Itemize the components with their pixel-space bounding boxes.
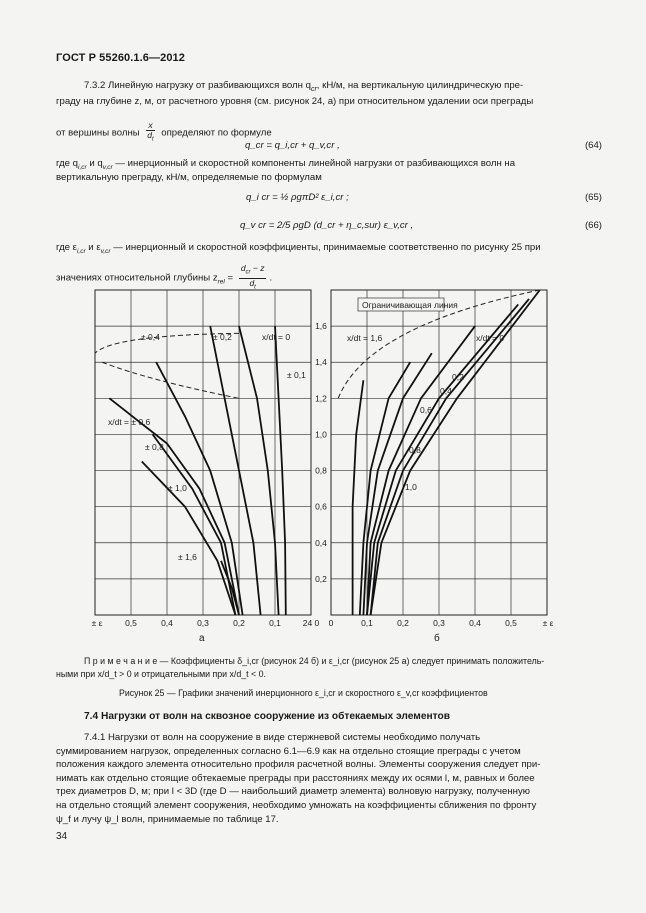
paragraph-7-4-1-line: 7.4.1 Нагрузки от волн на сооружение в виде стержневой системы необходимо получать (84, 732, 481, 743)
series-label-b: 0,2 (452, 372, 464, 382)
series-label-a: x/dt = 0 (262, 332, 291, 342)
x-tick-label-b: 0,4 (469, 618, 481, 628)
series-label-b: 0,8 (409, 445, 421, 455)
series-label-b: x/dt = 0 (476, 333, 505, 343)
paragraph-7-4-1-line: ψ_f и лучу ψ_l волн, принимаемые по таблице 17. (56, 813, 279, 825)
limit-line-label: Ограничивающая линия (362, 300, 458, 310)
y-tick-label: 1,0 (315, 429, 327, 440)
series-label-a: ± 1,0 (168, 483, 187, 493)
curve-a (153, 434, 236, 615)
where-clause-2-line2: значениях относительной глубины $z_{rel}$ = $d_{cr} - z$ $d_t$ . (56, 263, 273, 291)
where-clause-1-line2: вертикальную преграду, кН/м, определяемые по формулам (56, 172, 322, 183)
paragraph-7-4-1-line: нимать как отдельно стоящие обтекаемые преграды при расстояниях между их осями l, м, равных и более (56, 772, 535, 784)
paragraph-7-4-1-line: положения каждого элемента относительно профиля расчетной волны. Элементы сооружения следует при- (56, 759, 541, 771)
equation-64-number: (64) (584, 140, 602, 151)
x-tick-label-a: 0,3 (197, 618, 209, 628)
x-tick-label-b: 0,3 (433, 618, 445, 628)
series-label-a: ± 1,6 (178, 552, 197, 562)
x-tick-label-b: 0,2 (397, 618, 409, 628)
x-tick-label-b: 0,5 (505, 618, 517, 628)
equation-66-number: (66) (584, 220, 602, 231)
document-header: ГОСТ Р 55260.1.6—2012 (56, 52, 185, 64)
series-label-b: 0,6 (420, 405, 432, 415)
x-tick-label-a: 0,1 (269, 618, 281, 628)
x-axis-zero-b: 0 (328, 618, 334, 628)
series-label-b: x/dt = 1,6 (347, 333, 383, 343)
x-tick-label-a: 0,2 (233, 618, 245, 628)
series-label-a: ± 0,4 (141, 332, 160, 342)
paragraph-7-3-2-line3: от вершины волны $\frac{x}{d_t}$ определяют по формуле (56, 120, 272, 143)
equation-64: q_cr = q_i,cr + q_v,cr , (245, 140, 340, 151)
paragraph-7-4-1 (56, 731, 616, 826)
series-label-a: ± 0,8 (145, 442, 164, 452)
y-tick-label: 1,2 (315, 393, 327, 404)
x-axis-zero-a: 24 0 (302, 618, 320, 628)
x-axis-label-a: ± ε (91, 618, 103, 628)
paragraph-7-3-2-line2: граду на глубине z, м, от расчетного уровня (см. рисунок 24, а) при относительном удалении оси преграды (56, 96, 534, 107)
curve-b (367, 304, 518, 615)
x-tick-label-b: 0,1 (361, 618, 373, 628)
section-7-4-title: 7.4 Нагрузки от волн на сквозное сооружение из обтекаемых элементов (84, 711, 450, 722)
where-clause-1: где $q_{i,cr}$ и $q_{v,cr}$ — инерционный и скоростной компоненты линейной нагрузки от разбивающихся волн на (56, 158, 516, 171)
equation-66: q_v cr = 2/5 ρgD (d_cr + η_c,sur) ε_v,cr , (240, 220, 414, 231)
equation-65-number: (65) (584, 192, 602, 203)
series-label-a: ± 0,2 (213, 332, 232, 342)
figure-caption: Рисунок 25 — Графики значений инерционного ε_i,cr и скоростного ε_v,cr коэффициентов (119, 688, 488, 698)
y-tick-label: 0,4 (315, 537, 327, 548)
subfigure-b-label: б (434, 633, 440, 644)
subfigure-a-label: а (199, 633, 205, 644)
y-tick-label: 0,8 (315, 465, 327, 476)
paragraph-7-4-1-line: трех диаметров D, м; при l < 3D (где D — наибольший диаметр элемента) волновую нагрузку, полученную (56, 786, 530, 798)
series-label-a: x/dt = ± 0,6 (108, 417, 151, 427)
series-label-a: ± 0,1 (287, 370, 306, 380)
equation-65: q_i cr = ½ ρgπD² ε_i,cr ; (246, 192, 349, 203)
x-tick-label-a: 0,5 (125, 618, 137, 628)
paragraph-7-3-2-line1: 7.3.2 Линейную нагрузку от разбивающихся волн $q_{cr}$, кН/м, на вертикальную цилиндрическую пре- (84, 80, 524, 93)
page-number: 34 (56, 831, 68, 842)
y-tick-label: 1,4 (315, 357, 327, 368)
x-tick-label-a: 0,4 (161, 618, 173, 628)
x-axis-label-b: ± ε (542, 618, 554, 628)
series-label-b: 0,4 (440, 386, 452, 396)
where-clause-2: где $\varepsilon_{i,cr}$ и $\varepsilon_{v,cr}$ — инерционный и скоростной коэффициенты, принимаемые соответственно по рисунку 25 при (56, 242, 541, 255)
y-tick-label: 0,6 (315, 501, 327, 512)
figure-note-line1: П р и м е ч а н и е — Коэффициенты δ_i,cr (рисунок 24 б) и ε_i,cr (рисунок 25 а) следует принимать положитель- (84, 656, 545, 666)
paragraph-7-4-1-line: на отдельно стоящий элемент сооружения, необходимо умножать на коэффициенты сближения по фронту (56, 799, 537, 811)
y-tick-label: 0,2 (315, 573, 327, 584)
figure-note-line2: ными при x/d_t > 0 и отрицательными при x/d_t < 0. (56, 669, 266, 679)
series-label-b: 1,0 (405, 482, 417, 492)
paragraph-7-4-1-line: суммированием нагрузок, определенных согласно 6.1—6.9 как на отдельно стоящие преграды с учетом (56, 745, 521, 757)
y-tick-label: 1,6 (315, 321, 327, 332)
